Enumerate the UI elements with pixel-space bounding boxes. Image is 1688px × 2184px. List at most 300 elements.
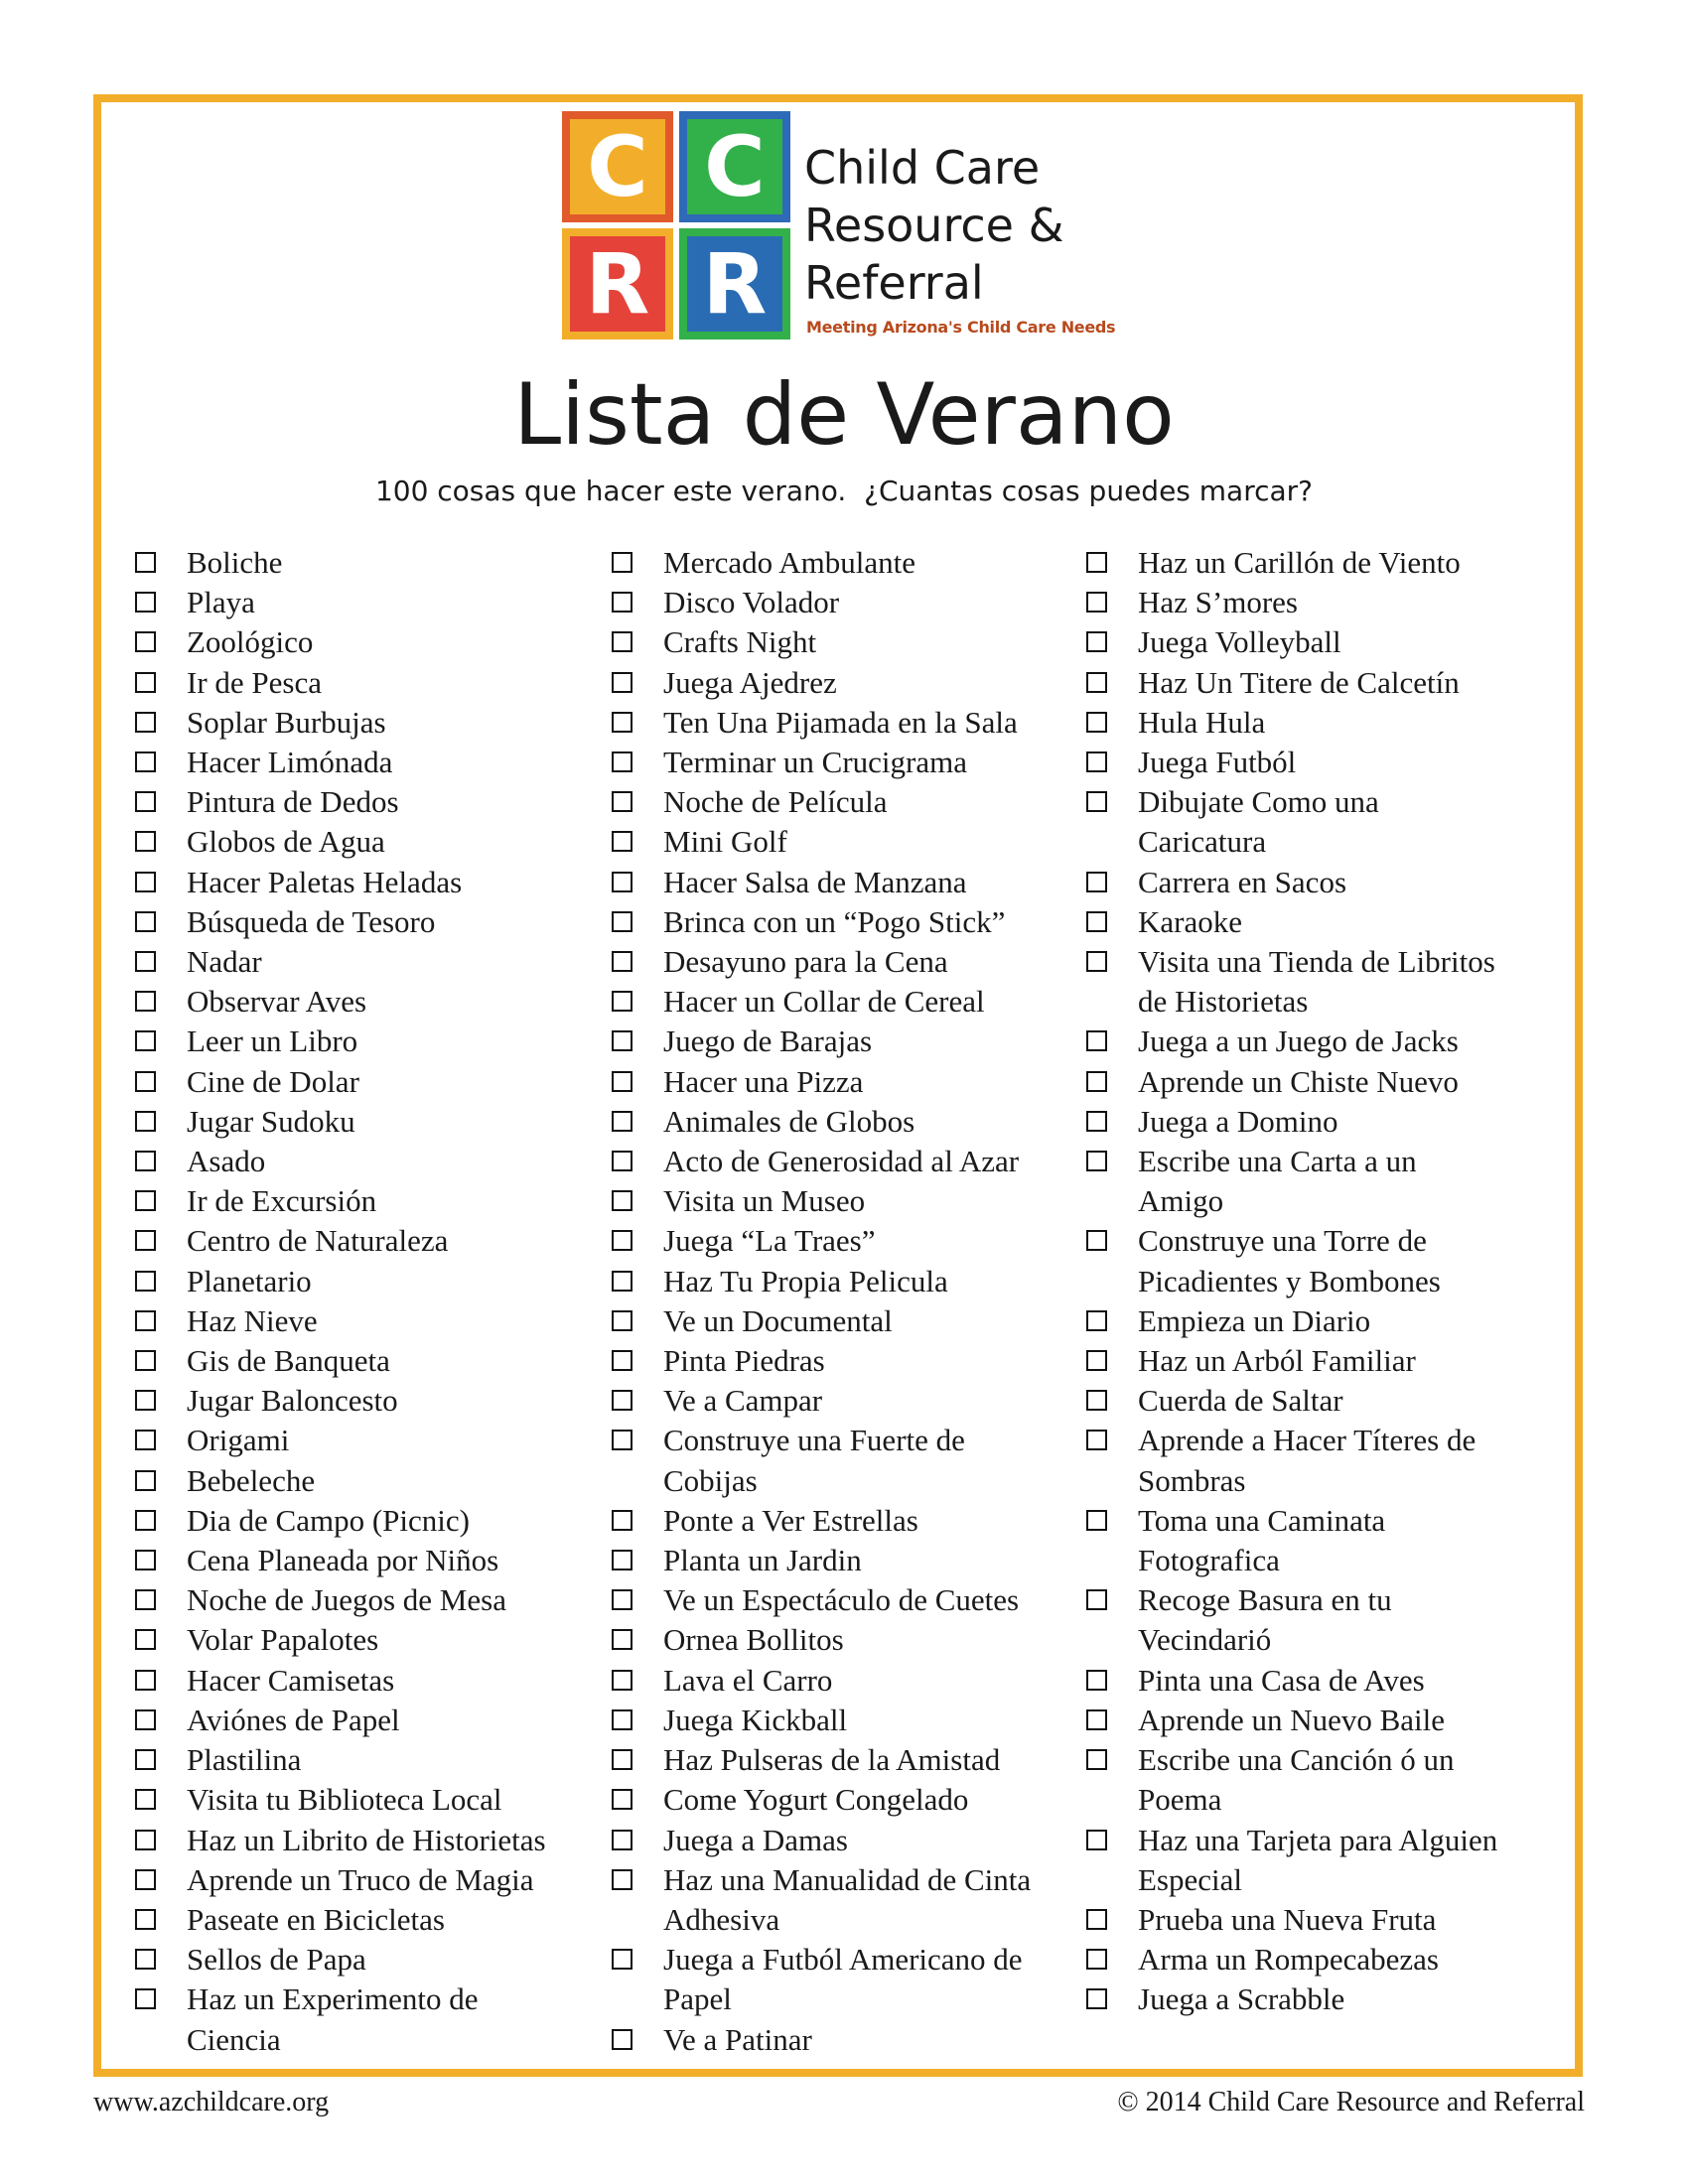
checklist-item-label: Juega Futból	[1138, 745, 1297, 780]
checkbox[interactable]	[1086, 1510, 1107, 1531]
checklist-item-label: Haz Un Titere de Calcetín	[1138, 664, 1460, 700]
checkbox[interactable]	[612, 1030, 633, 1051]
checkbox[interactable]	[612, 1190, 633, 1211]
logo-tagline: Meeting Arizona's Child Care Needs	[806, 318, 1116, 337]
checklist-item	[1086, 1661, 1553, 1701]
checkbox[interactable]	[612, 791, 633, 812]
checkbox[interactable]	[135, 1470, 156, 1491]
checklist-item-label: Juega a Futból Americano de Papel	[663, 1942, 1023, 2017]
checkbox[interactable]	[612, 1629, 633, 1650]
checklist-item-label: Brinca con un “Pogo Stick”	[663, 903, 1006, 939]
checkbox[interactable]	[1086, 951, 1107, 972]
logo-block-c-green: C	[679, 111, 790, 222]
checkbox[interactable]	[612, 1749, 633, 1770]
checklist-item	[135, 782, 602, 822]
checkbox[interactable]	[1086, 1949, 1107, 1970]
checkbox[interactable]	[1086, 1230, 1107, 1251]
checkbox[interactable]	[135, 1670, 156, 1691]
checklist-item-label: Juega Kickball	[663, 1702, 848, 1737]
checklist-item	[135, 1580, 602, 1620]
checkbox[interactable]	[135, 1310, 156, 1331]
checklist-item	[612, 1102, 1078, 1142]
checkbox[interactable]	[1086, 1988, 1107, 2009]
checklist-item	[612, 1541, 1078, 1580]
checkbox[interactable]	[135, 1589, 156, 1610]
checkbox[interactable]	[1086, 751, 1107, 772]
checkbox[interactable]	[135, 1230, 156, 1251]
checklist-item-label: Ornea Bollitos	[663, 1622, 844, 1658]
checkbox[interactable]	[612, 592, 633, 613]
checklist-item	[612, 1821, 1078, 1860]
checklist-item-label: Haz Tu Propia Pelicula	[663, 1263, 948, 1298]
checklist-item	[135, 1181, 602, 1221]
checklist-item	[135, 743, 602, 782]
footer-website: www.azchildcare.org	[93, 2087, 330, 2117]
checklist-item	[612, 982, 1078, 1022]
checklist-item-label: Ponte a Ver Estrellas	[663, 1502, 918, 1538]
checklist-item	[135, 583, 602, 622]
checklist-item-label: Globos de Agua	[187, 824, 385, 860]
checklist-item-label: Ve a Patinar	[663, 2021, 812, 2057]
checklist-item	[612, 1620, 1078, 1660]
checklist-item	[612, 743, 1078, 782]
checklist-item	[1086, 1341, 1553, 1381]
checkbox[interactable]	[1086, 1749, 1107, 1770]
checklist-item	[612, 1940, 1078, 2019]
checklist-item	[135, 1102, 602, 1142]
checklist-item-label: Aviónes de Papel	[187, 1702, 400, 1737]
checkbox[interactable]	[1086, 1111, 1107, 1132]
checklist-item-label: Hula Hula	[1138, 704, 1266, 740]
checklist-item	[612, 1341, 1078, 1381]
checkbox[interactable]	[612, 1310, 633, 1331]
checkbox[interactable]	[612, 672, 633, 693]
checklist-item-label: Juego de Barajas	[663, 1024, 873, 1059]
checklist-item	[135, 622, 602, 662]
checklist-item	[612, 1740, 1078, 1780]
logo-line-3: Referral	[804, 256, 984, 310]
checklist-item	[612, 543, 1078, 583]
checklist-item-label: Jugar Baloncesto	[187, 1383, 398, 1419]
checkbox[interactable]	[135, 1550, 156, 1570]
checklist-item-label: Mercado Ambulante	[663, 545, 915, 580]
checklist-item-label: Haz un Librito de Historietas	[187, 1822, 546, 1857]
checkbox[interactable]	[612, 631, 633, 652]
checklist-item	[1086, 1221, 1553, 1300]
checklist-item	[1086, 1900, 1553, 1940]
checklist-item-label: Haz Pulseras de la Amistad	[663, 1742, 1001, 1778]
checklist-item	[135, 1900, 602, 1940]
checklist-item-label: Nadar	[187, 944, 262, 980]
checklist-item-label: Aprende un Nuevo Baile	[1138, 1702, 1446, 1737]
checkbox[interactable]	[135, 672, 156, 693]
checkbox[interactable]	[1086, 1390, 1107, 1411]
checklist-item	[135, 1701, 602, 1740]
checklist-item	[135, 1421, 602, 1460]
checklist-item-label: Pintura de Dedos	[187, 784, 399, 820]
checkbox[interactable]	[612, 872, 633, 892]
checkbox[interactable]	[1086, 1350, 1107, 1371]
checklist-item-label: Asado	[187, 1144, 266, 1179]
checklist-item-label: Hacer un Collar de Cereal	[663, 984, 985, 1020]
checklist-item	[1086, 1022, 1553, 1061]
checklist-item	[612, 942, 1078, 982]
checklist-item	[135, 543, 602, 583]
checklist-item	[135, 982, 602, 1022]
checkbox[interactable]	[612, 1709, 633, 1730]
checkbox[interactable]	[612, 1071, 633, 1092]
checklist-item	[612, 902, 1078, 942]
checkbox[interactable]	[135, 1789, 156, 1810]
checkbox[interactable]	[1086, 1709, 1107, 1730]
page-subtitle: 100 cosas que hacer este verano. ¿Cuantas cosas puedes marcar?	[374, 475, 1314, 507]
checkbox[interactable]	[135, 1071, 156, 1092]
checklist-item-label: Ve un Documental	[663, 1302, 893, 1338]
checkbox[interactable]	[612, 911, 633, 932]
page-title: Lista de Verano	[513, 365, 1175, 465]
checklist-item	[135, 663, 602, 703]
checklist-item-label: Crafts Night	[663, 624, 817, 660]
checklist-item-label: Juega Ajedrez	[663, 664, 837, 700]
checkbox[interactable]	[1086, 1909, 1107, 1930]
checklist-item	[135, 1221, 602, 1261]
checklist-item-label: Hacer Salsa de Manzana	[663, 864, 967, 899]
checklist-item	[612, 663, 1078, 703]
checkbox[interactable]	[612, 751, 633, 772]
checklist-item-label: Lava el Carro	[663, 1662, 833, 1698]
checklist-item-label: Jugar Sudoku	[187, 1103, 355, 1139]
checkbox[interactable]	[1086, 1430, 1107, 1450]
checklist-item	[135, 1979, 602, 2059]
checklist-item-label: Pinta una Casa de Aves	[1138, 1662, 1425, 1698]
checklist-item	[1086, 1142, 1553, 1221]
checklist-item	[612, 1181, 1078, 1221]
checkbox[interactable]	[1086, 712, 1107, 733]
checkbox[interactable]	[612, 1430, 633, 1450]
checklist-item	[1086, 583, 1553, 622]
checkbox[interactable]	[1086, 552, 1107, 573]
checklist-item-label: Centro de Naturaleza	[187, 1223, 449, 1259]
checkbox[interactable]	[135, 831, 156, 852]
checklist-item	[612, 703, 1078, 743]
checklist-item	[1086, 703, 1553, 743]
checklist-item	[612, 1381, 1078, 1421]
checklist-item	[612, 583, 1078, 622]
checklist-column-3	[1086, 543, 1553, 2020]
checklist-item-label: Pinta Piedras	[663, 1343, 825, 1379]
checklist-item-label: Haz S’mores	[1138, 585, 1298, 620]
checkbox[interactable]	[612, 1550, 633, 1570]
checkbox[interactable]	[612, 831, 633, 852]
checklist-item-label: Ve a Campar	[663, 1383, 823, 1419]
checklist-item-label: Visita una Tienda de Libritos de Historietas	[1138, 944, 1495, 1020]
checklist-item	[1086, 902, 1553, 942]
checklist-item-label: Haz Nieve	[187, 1302, 318, 1338]
checkbox[interactable]	[135, 1271, 156, 1292]
checklist-item-label: Plastilina	[187, 1742, 302, 1778]
checkbox[interactable]	[135, 1629, 156, 1650]
checkbox[interactable]	[612, 991, 633, 1012]
checklist-item-label: Acto de Generosidad al Azar	[663, 1144, 1020, 1179]
checklist-item	[1086, 743, 1553, 782]
checkbox[interactable]	[612, 1589, 633, 1610]
checklist-column-2	[612, 543, 1078, 2060]
checkbox[interactable]	[612, 1510, 633, 1531]
checkbox[interactable]	[1086, 1670, 1107, 1691]
checkbox[interactable]	[612, 712, 633, 733]
checklist-item	[612, 1301, 1078, 1341]
checklist-item-label: Aprende un Truco de Magia	[187, 1861, 534, 1897]
checklist-item	[612, 822, 1078, 862]
checkbox[interactable]	[612, 1111, 633, 1132]
checkbox[interactable]	[135, 991, 156, 1012]
checklist-item	[135, 1381, 602, 1421]
checklist-item-label: Juega a Domino	[1138, 1103, 1338, 1139]
checkbox[interactable]	[135, 1749, 156, 1770]
checkbox[interactable]	[135, 951, 156, 972]
checkbox[interactable]	[135, 1190, 156, 1211]
checklist-item	[1086, 543, 1553, 583]
checklist-item	[1086, 1381, 1553, 1421]
checklist-item	[1086, 1740, 1553, 1820]
checklist-item-label: Come Yogurt Congelado	[663, 1782, 969, 1818]
checkbox[interactable]	[135, 872, 156, 892]
checklist-item	[135, 1661, 602, 1701]
checkbox[interactable]	[135, 1030, 156, 1051]
checklist-item-label: Dia de Campo (Picnic)	[187, 1502, 470, 1538]
logo-line-1: Child Care	[804, 141, 1041, 195]
checklist-item	[612, 2020, 1078, 2060]
checklist-item	[135, 1461, 602, 1501]
checklist-item-label: Leer un Libro	[187, 1024, 358, 1059]
checkbox[interactable]	[612, 552, 633, 573]
checklist-item-label: Ve un Espectáculo de Cuetes	[663, 1582, 1020, 1618]
checklist-item	[1086, 1301, 1553, 1341]
checklist-item	[612, 1421, 1078, 1500]
checklist-item	[612, 1780, 1078, 1820]
checklist-item-label: Recoge Basura en tu Vecindarió	[1138, 1582, 1392, 1658]
checklist-item	[1086, 1102, 1553, 1142]
checklist-item-label: Haz una Manualidad de Cinta Adhesiva	[663, 1861, 1032, 1937]
checklist-item	[612, 1221, 1078, 1261]
checkbox[interactable]	[135, 1430, 156, 1450]
checkbox[interactable]	[612, 1830, 633, 1850]
checklist-item	[1086, 1701, 1553, 1740]
checkbox[interactable]	[1086, 1151, 1107, 1171]
checkbox[interactable]	[135, 1949, 156, 1970]
checklist-item-label: Arma un Rompecabezas	[1138, 1942, 1439, 1978]
checklist-item-label: Hacer una Pizza	[663, 1063, 864, 1099]
checkbox[interactable]	[135, 1151, 156, 1171]
checklist-item-label: Playa	[187, 585, 255, 620]
checklist-item-label: Escribe una Canción ó un Poema	[1138, 1742, 1455, 1818]
checklist-item	[612, 1860, 1078, 1940]
checklist-item-label: Haz una Tarjeta para Alguien Especial	[1138, 1822, 1498, 1897]
checklist-item-label: Dibujate Como una Caricatura	[1138, 784, 1379, 860]
checkbox[interactable]	[135, 552, 156, 573]
checkbox[interactable]	[1086, 872, 1107, 892]
checklist-item-label: Cena Planeada por Niños	[187, 1543, 499, 1578]
logo-block-r-red: R	[562, 228, 673, 340]
checklist-item	[612, 1022, 1078, 1061]
checklist-item-label: Construye una Torre de Picadientes y Bombones	[1138, 1223, 1441, 1298]
checklist-item-label: Karaoke	[1138, 903, 1242, 939]
checklist-item	[135, 1740, 602, 1780]
checklist-item-label: Construye una Fuerte de Cobijas	[663, 1423, 965, 1498]
logo-wordmark	[804, 139, 1063, 312]
checklist-item-label: Visita un Museo	[663, 1183, 866, 1219]
checklist-item	[135, 1860, 602, 1900]
checklist-item-label: Origami	[187, 1423, 290, 1458]
checkbox[interactable]	[135, 1709, 156, 1730]
checkbox[interactable]	[612, 951, 633, 972]
checklist-item-label: Cine de Dolar	[187, 1063, 359, 1099]
checkbox[interactable]	[1086, 1030, 1107, 1051]
checkbox[interactable]	[1086, 672, 1107, 693]
checklist-item-label: Paseate en Bicicletas	[187, 1901, 445, 1937]
checklist-item	[1086, 1979, 1553, 2019]
checkbox[interactable]	[612, 1271, 633, 1292]
checkbox[interactable]	[135, 791, 156, 812]
checklist-item-label: Juega “La Traes”	[663, 1223, 876, 1259]
checklist-item	[135, 1301, 602, 1341]
checklist-item	[135, 1142, 602, 1181]
checkbox[interactable]	[612, 1789, 633, 1810]
checklist-item-label: Hacer Limónada	[187, 745, 393, 780]
checklist-item	[1086, 1580, 1553, 1660]
checklist-item	[612, 1701, 1078, 1740]
checklist-item-label: Noche de Juegos de Mesa	[187, 1582, 506, 1618]
checkbox[interactable]	[135, 1350, 156, 1371]
checkbox[interactable]	[135, 1988, 156, 2009]
checklist-item	[135, 1262, 602, 1301]
checkbox[interactable]	[612, 2029, 633, 2050]
checklist-item	[1086, 782, 1553, 862]
checklist-item	[135, 863, 602, 902]
checklist-item	[612, 622, 1078, 662]
checkbox[interactable]	[612, 1949, 633, 1970]
checklist-item-label: Prueba una Nueva Fruta	[1138, 1901, 1437, 1937]
checkbox[interactable]	[1086, 1310, 1107, 1331]
checklist-item	[1086, 1821, 1553, 1900]
checkbox[interactable]	[135, 631, 156, 652]
checklist-item	[1086, 1501, 1553, 1580]
checklist-item-label: Haz un Carillón de Viento	[1138, 545, 1461, 580]
checklist-item-label: Animales de Globos	[663, 1103, 915, 1139]
checkbox[interactable]	[1086, 1830, 1107, 1850]
checkbox[interactable]	[135, 1510, 156, 1531]
checklist-item-label: Ir de Pesca	[187, 664, 322, 700]
checkbox[interactable]	[1086, 592, 1107, 613]
logo-block-c-orange: C	[562, 111, 673, 222]
checklist-item	[135, 1062, 602, 1102]
checklist-item-label: Carrera en Sacos	[1138, 864, 1347, 899]
checkbox[interactable]	[135, 712, 156, 733]
checklist-item	[135, 1620, 602, 1660]
checkbox[interactable]	[1086, 631, 1107, 652]
checklist-item-label: Empieza un Diario	[1138, 1302, 1371, 1338]
checklist-item-label: Juega Volleyball	[1138, 624, 1341, 660]
checklist-item	[1086, 1940, 1553, 1979]
checklist-item-label: Ir de Excursión	[187, 1183, 377, 1219]
checklist-item-label: Escribe una Carta a un Amigo	[1138, 1144, 1417, 1219]
checklist-item-label: Aprende un Chiste Nuevo	[1138, 1063, 1459, 1099]
checklist-item	[612, 1262, 1078, 1301]
checkbox[interactable]	[612, 1390, 633, 1411]
checklist-item	[135, 1541, 602, 1580]
checkbox[interactable]	[1086, 1071, 1107, 1092]
checklist-item	[135, 902, 602, 942]
checklist-item	[612, 1062, 1078, 1102]
checklist-item-label: Planetario	[187, 1263, 312, 1298]
checklist-item	[135, 822, 602, 862]
checklist-column-1	[135, 543, 602, 2060]
checklist-item-label: Cuerda de Saltar	[1138, 1383, 1343, 1419]
checklist-item-label: Hacer Camisetas	[187, 1662, 395, 1698]
checklist-item-label: Juega a un Juego de Jacks	[1138, 1024, 1459, 1059]
checkbox[interactable]	[1086, 791, 1107, 812]
checklist-item-label: Observar Aves	[187, 984, 367, 1020]
checklist-item	[135, 1501, 602, 1541]
checklist-item-label: Ten Una Pijamada en la Sala	[663, 704, 1018, 740]
checkbox[interactable]	[135, 1830, 156, 1850]
checkbox[interactable]	[135, 911, 156, 932]
checklist-item	[135, 1780, 602, 1820]
checklist-item	[612, 1580, 1078, 1620]
checkbox[interactable]	[135, 751, 156, 772]
checklist-item-label: Zoológico	[187, 624, 314, 660]
checklist-item	[1086, 622, 1553, 662]
checklist-item-label: Sellos de Papa	[187, 1942, 366, 1978]
checkbox[interactable]	[612, 1670, 633, 1691]
checklist-item-label: Aprende a Hacer Títeres de Sombras	[1138, 1423, 1477, 1498]
checklist-item	[612, 782, 1078, 822]
checklist-item-label: Hacer Paletas Heladas	[187, 864, 463, 899]
checkbox[interactable]	[1086, 1589, 1107, 1610]
checklist-item-label: Visita tu Biblioteca Local	[187, 1782, 502, 1818]
checklist-item-label: Desayuno para la Cena	[663, 944, 948, 980]
checklist-item-label: Haz un Experimento de Ciencia	[187, 1981, 479, 2057]
checklist-item	[1086, 942, 1553, 1022]
checkbox[interactable]	[135, 1909, 156, 1930]
checkbox[interactable]	[135, 592, 156, 613]
checklist-item-label: Toma una Caminata Fotografica	[1138, 1502, 1386, 1578]
checklist-item-label: Mini Golf	[663, 824, 787, 860]
checklist-item	[1086, 1062, 1553, 1102]
checkbox[interactable]	[135, 1869, 156, 1890]
checkbox[interactable]	[612, 1869, 633, 1890]
checkbox[interactable]	[135, 1111, 156, 1132]
checkbox[interactable]	[612, 1350, 633, 1371]
checklist-item-label: Noche de Película	[663, 784, 888, 820]
logo-block-r-blue: R	[679, 228, 790, 340]
checklist-item-label: Planta un Jardin	[663, 1543, 862, 1578]
checkbox[interactable]	[612, 1151, 633, 1171]
checklist-item	[612, 1661, 1078, 1701]
checklist-item-label: Soplar Burbujas	[187, 704, 386, 740]
ccrr-logo	[562, 111, 1158, 345]
checklist-item	[612, 863, 1078, 902]
checklist-item	[135, 703, 602, 743]
checklist-item	[135, 1821, 602, 1860]
checklist-item-label: Juega a Damas	[663, 1822, 848, 1857]
checklist-item	[612, 1501, 1078, 1541]
checkbox[interactable]	[135, 1390, 156, 1411]
footer-copyright: © 2014 Child Care Resource and Referral	[1117, 2087, 1585, 2117]
checklist-item-label: Terminar un Crucigrama	[663, 745, 967, 780]
checkbox[interactable]	[1086, 911, 1107, 932]
checkbox[interactable]	[612, 1230, 633, 1251]
